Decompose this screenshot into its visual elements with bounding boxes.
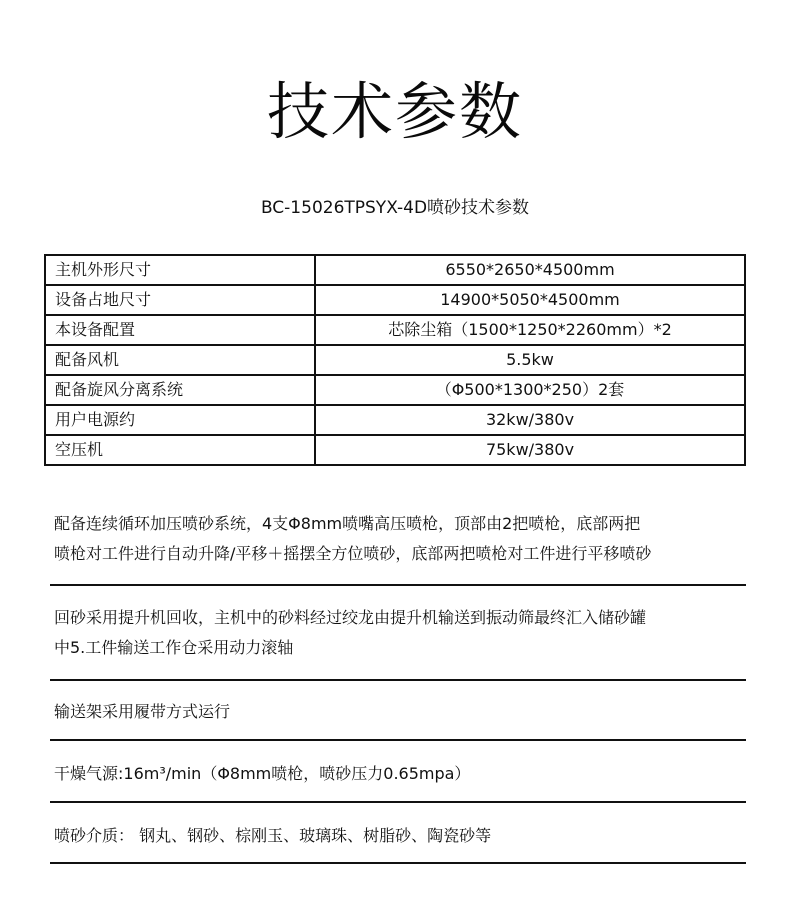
- note-line: 喷枪对工件进行自动升降/平移＋摇摆全方位喷砂，底部两把喷枪对工件进行平移喷砂: [54, 544, 652, 563]
- note-line: 配备连续循环加压喷砂系统，4支Φ8mm喷嘴高压喷枪，顶部由2把喷枪，底部两把: [54, 514, 641, 533]
- table-row: [45, 345, 745, 375]
- spec-label: 本设备配置: [45, 315, 315, 345]
- table-row: [45, 435, 745, 465]
- spec-value: 5.5kw: [315, 345, 745, 375]
- table-row: [45, 315, 745, 345]
- divider: [50, 584, 746, 586]
- page-title: 技术参数: [266, 75, 523, 148]
- divider: [50, 739, 746, 741]
- table-row: [45, 255, 745, 285]
- spec-table: [44, 254, 746, 466]
- spec-value: 32kw/380v: [315, 405, 745, 435]
- note-line: 中5.工件输送工作仓采用动力滚轴: [54, 638, 294, 657]
- spec-label: 用户电源约: [45, 405, 315, 435]
- table-row: [45, 375, 745, 405]
- spec-value: 芯除尘箱（1500*1250*2260mm）*2: [315, 315, 745, 345]
- spec-value: 75kw/380v: [315, 435, 745, 465]
- spec-label: 设备占地尺寸: [45, 285, 315, 315]
- spec-label: 主机外形尺寸: [45, 255, 315, 285]
- divider: [50, 679, 746, 681]
- spec-label: 配备风机: [45, 345, 315, 375]
- spec-label: 空压机: [45, 435, 315, 465]
- note-line: 输送架采用履带方式运行: [54, 702, 231, 721]
- note-sand-recovery: [54, 603, 754, 663]
- spec-value: 6550*2650*4500mm: [315, 255, 745, 285]
- note-line: 回砂采用提升机回收，主机中的砂料经过绞龙由提升机输送到振动筛最终汇入储砂罐: [54, 608, 647, 627]
- table-row: [45, 405, 745, 435]
- note-line: 喷砂介质： 钢丸、钢砂、棕刚玉、玻璃珠、树脂砂、陶瓷砂等: [54, 826, 492, 845]
- note-spray-system: [54, 509, 754, 569]
- note-line: 干燥气源:16m³/min（Φ8mm喷枪，喷砂压力0.65mpa）: [54, 764, 471, 783]
- note-conveyor: [54, 697, 754, 727]
- table-row: [45, 285, 745, 315]
- divider: [50, 801, 746, 803]
- note-air-source: [54, 759, 754, 789]
- spec-value: 14900*5050*4500mm: [315, 285, 745, 315]
- divider: [50, 862, 746, 864]
- spec-label: 配备旋风分离系统: [45, 375, 315, 405]
- page-subtitle: BC-15026TPSYX-4D喷砂技术参数: [260, 198, 530, 218]
- spec-value: （Φ500*1300*250）2套: [315, 375, 745, 405]
- note-blasting-media: [54, 821, 754, 851]
